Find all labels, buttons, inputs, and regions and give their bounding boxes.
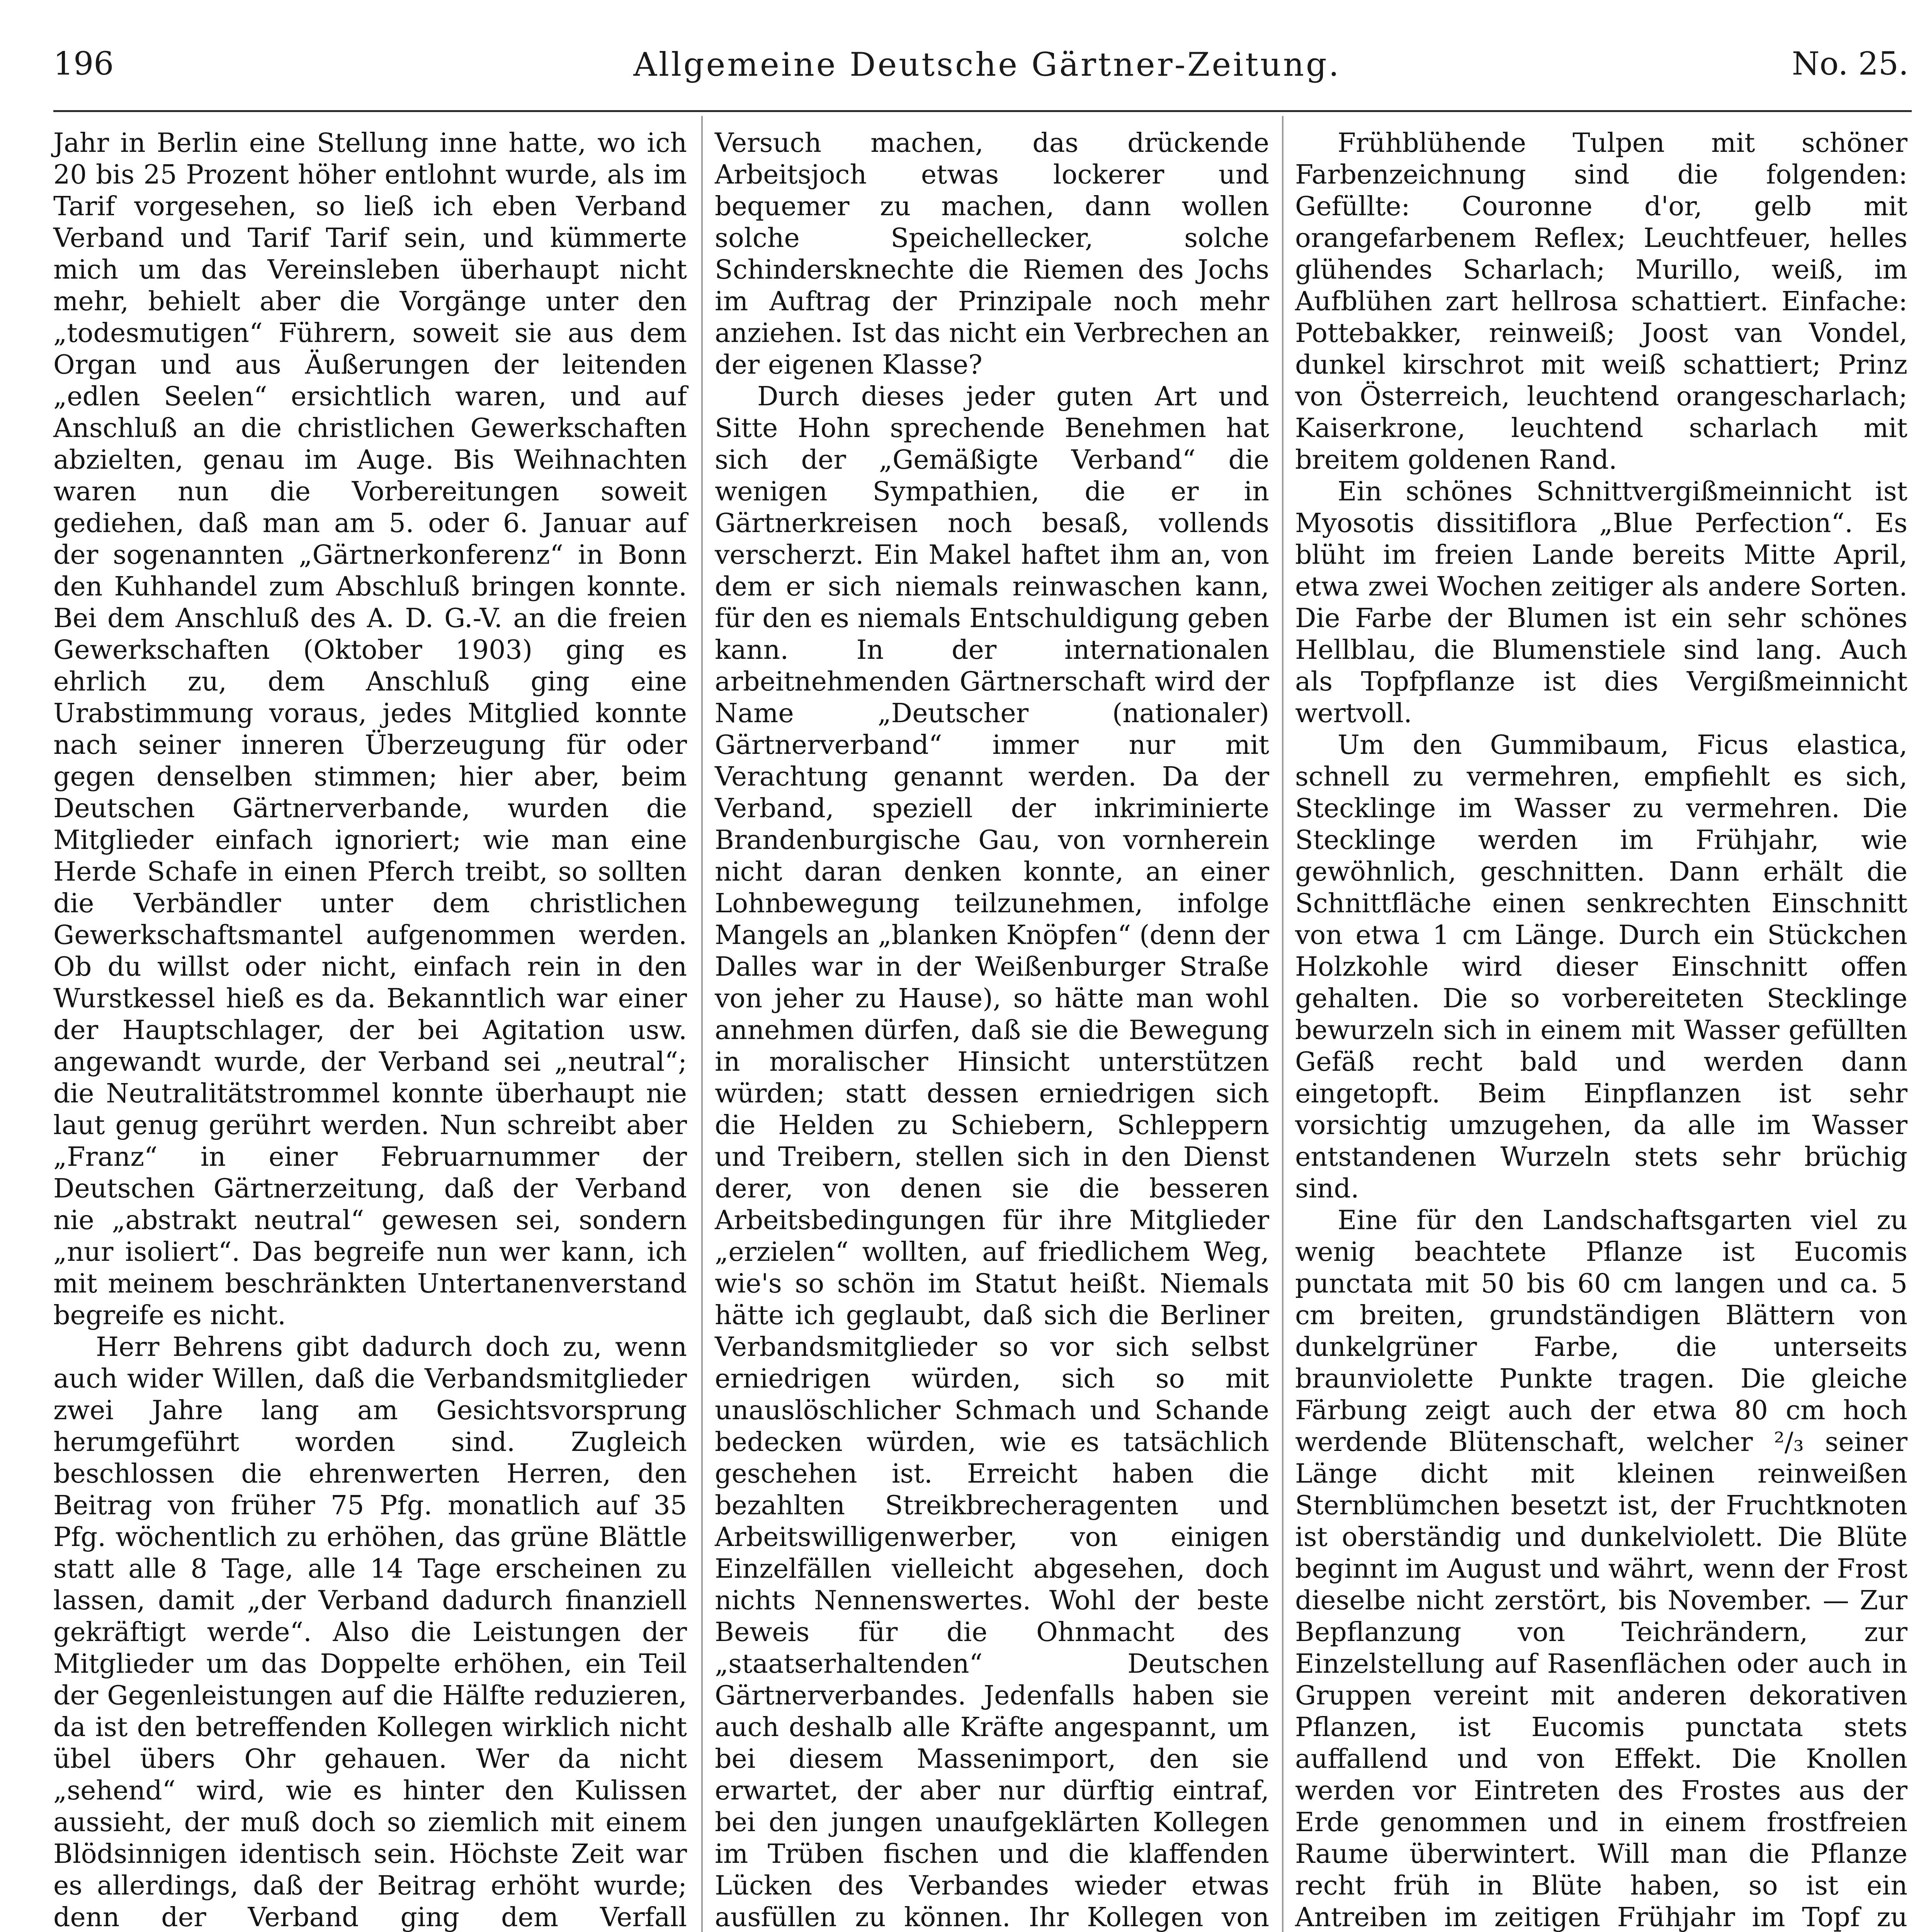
issue-number: No. 25.	[1792, 46, 1909, 82]
journal-title: Allgemeine Deutsche Gärtner-Zeitung.	[633, 46, 1341, 83]
article-paragraph: Frühblühende Tulpen mit schöner Farbenzeichnung sind die folgenden: Gefüllte: Couronne d'or, gelb mit orangefarbenem Reflex; Leuchtfeuer, helles glühendes Scharlach; Murillo, weiß, im Aufblühen zart hellrosa schattiert. Einfache: Pottebakker, reinweiß; Joost van Vondel, dunkel kirschrot mit weiß schattiert; Prinz von Österreich, leuchtend orangescharlach; Kaiserkrone, leuchtend scharlach mit breitem goldenen Rand.	[1295, 128, 1907, 475]
column-left	[53, 128, 687, 1932]
article-paragraph: Versuch machen, das drückende Arbeitsjoch etwas lockerer und bequemer zu machen, dann wollen solche Speichellecker, solche Schindersknechte die Riemen des Jochs im Auftrag der Prinzipale noch mehr anziehen. Ist das nicht ein Verbrechen an der eigenen Klasse?	[715, 128, 1269, 380]
header-rule	[53, 110, 1912, 112]
column-middle	[715, 128, 1269, 1932]
column-divider	[1282, 116, 1283, 1932]
article-paragraph: Um den Gummibaum, Ficus elastica, schnell zu vermehren, empfiehlt es sich, Stecklinge im Wasser zu vermehren. Die Stecklinge werden im Frühjahr, wie gewöhnlich, geschnitten. Dann erhält die Schnittfläche einen senkrechten Einschnitt von etwa 1 cm Länge. Durch ein Stückchen Holzkohle wird dieser Einschnitt offen gehalten. Die so vorbereiteten Stecklinge bewurzeln sich in einem mit Wasser gefüllten Gefäß recht bald und werden dann eingetopft. Beim Einpflanzen ist sehr vorsichtig umzugehen, da alle im Wasser entstandenen Wurzeln stets sehr brüchig sind.	[1295, 730, 1907, 1204]
article-paragraph: Ein schönes Schnittvergißmeinnicht ist Myosotis dissitiflora „Blue Perfection“. Es blüht im freien Lande bereits Mitte April, etwa zwei Wochen zeitiger als andere Sorten. Die Farbe der Blumen ist ein sehr schönes Hellblau, die Blumenstiele sind lang. Auch als Topfpflanze ist dies Vergißmeinnicht wertvoll.	[1295, 476, 1907, 729]
article-paragraph: Jahr in Berlin eine Stellung inne hatte, wo ich 20 bis 25 Prozent höher entlohnt wurde, als im Tarif vorgesehen, so ließ ich eben Verband Verband und Tarif Tarif sein, und kümmerte mich um das Vereinsleben überhaupt nicht mehr, behielt aber die Vorgänge unter den „todesmutigen“ Führern, soweit sie aus dem Organ und aus Äußerungen der leitenden „edlen Seelen“ ersichtlich waren, und auf Anschluß an die christlichen Gewerkschaften abzielten, genau im Auge. Bis Weihnachten waren nun die Vorbereitungen soweit gediehen, daß man am 5. oder 6. Januar auf der sogenannten „Gärtnerkonferenz“ in Bonn den Kuhhandel zum Abschluß bringen konnte. Bei dem Anschluß des A. D. G.-V. an die freien Gewerkschaften (Oktober 1903) ging es ehrlich zu, dem Anschluß ging eine Urabstimmung voraus, jedes Mitglied konnte nach seiner inneren Überzeugung für oder gegen denselben stimmen; hier aber, beim Deutschen Gärtnerverbande, wurden die Mitglieder einfach ignoriert; wie man eine Herde Schafe in einen Pferch treibt, so sollten die Verbändler unter dem christlichen Gewerkschaftsmantel aufgenommen werden. Ob du willst oder nicht, einfach rein in den Wurstkessel hieß es da. Bekanntlich war einer der Hauptschlager, der bei Agitation usw. angewandt wurde, der Verband sei „neutral“; die Neutralitätstrommel konnte überhaupt nie laut genug gerührt werden. Nun schreibt aber „Franz“ in einer Februarnummer der Deutschen Gärtnerzeitung, daß der Verband nie „abstrakt neutral“ gewesen sei, sondern „nur isoliert“. Das begreife nun wer kann, ich mit meinem beschränkten Untertanenverstand begreife es nicht.	[53, 128, 687, 1331]
article-paragraph: Durch dieses jeder guten Art und Sitte Hohn sprechende Benehmen hat sich der „Gemäßigte Verband“ die wenigen Sympathien, die er in Gärtnerkreisen noch besaß, vollends verscherzt. Ein Makel haftet ihm an, von dem er sich niemals reinwaschen kann, für den es niemals Entschuldigung geben kann. In der internationalen arbeitnehmenden Gärtnerschaft wird der Name „Deutscher (nationaler) Gärtnerverband“ immer nur mit Verachtung genannt werden. Da der Verband, speziell der inkriminierte Brandenburgische Gau, von vornherein nicht daran denken konnte, an einer Lohnbewegung teilzunehmen, infolge Mangels an „blanken Knöpfen“ (denn der Dalles war in der Weißenburger Straße von jeher zu Hause), so hätte man wohl annehmen dürfen, daß sie die Bewegung in moralischer Hinsicht unterstützen würden; statt dessen erniedrigen sich die Helden zu Schiebern, Schleppern und Treibern, stellen sich in den Dienst derer, von denen sie die besseren Arbeitsbedingungen für ihre Mitglieder „erzielen“ wollten, auf friedlichem Weg, wie's so schön im Statut heißt. Niemals hätte ich geglaubt, daß sich die Berliner Verbandsmitglieder so vor sich selbst erniedrigen würden, sich so mit unauslöschlicher Schmach und Schande bedecken würden, wie es tatsächlich geschehen ist. Erreicht haben die bezahlten Streikbrecheragenten und Arbeitswilligenwerber, von einigen Einzelfällen vielleicht abgesehen, doch nichts Nennenswertes. Wohl der beste Beweis für die Ohnmacht des „staatserhaltenden“ Deutschen Gärtnerverbandes. Jedenfalls haben sie auch deshalb alle Kräfte angespannt, um bei diesem Massenimport, den sie erwartet, der aber nur dürftig eintraf, bei den jungen unaufgeklärten Kollegen im Trüben fischen und die klaffenden Lücken des Verbandes wieder etwas ausfüllen zu können. Ihr Kollegen von	[715, 381, 1269, 1932]
article-paragraph: Eine für den Landschaftsgarten viel zu wenig beachtete Pflanze ist Eucomis punctata mit 50 bis 60 cm langen und ca. 5 cm breiten, grundständigen Blättern von dunkelgrüner Farbe, die unterseits braunviolette Punkte tragen. Die gleiche Färbung zeigt auch der etwa 80 cm hoch werdende Blütenschaft, welcher ²/₃ seiner Länge dicht mit kleinen reinweißen Sternblümchen besetzt ist, der Fruchtknoten ist oberständig und dunkelviolett. Die Blüte beginnt im August und währt, wenn der Frost dieselbe nicht zerstört, bis November. — Zur Bepflanzung von Teichrändern, zur Einzelstellung auf Rasenflächen oder auch in Gruppen vereint mit anderen dekorativen Pflanzen, ist Eucomis punctata stets auffallend und von Effekt. Die Knollen werden vor Eintreten des Frostes aus der Erde genommen und in einem frostfreien Raume überwintert. Will man die Pflanze recht früh in Blüte haben, so ist ein Antreiben im zeitigen Frühjahr im Topf zu	[1295, 1205, 1907, 1932]
column-right	[1295, 128, 1907, 1932]
column-divider	[701, 116, 703, 1932]
article-paragraph: Herr Behrens gibt dadurch doch zu, wenn auch wider Willen, daß die Verbandsmitglieder zwei Jahre lang am Gesichtsvorsprung herumgeführt worden sind. Zugleich beschlossen die ehrenwerten Herren, den Beitrag von früher 75 Pfg. monatlich auf 35 Pfg. wöchentlich zu erhöhen, das grüne Blättle statt alle 8 Tage, alle 14 Tage erscheinen zu lassen, damit „der Verband dadurch finanziell gekräftigt werde“. Also die Leistungen der Mitglieder um das Doppelte erhöhen, ein Teil der Gegenleistungen auf die Hälfte reduzieren, da ist den betreffenden Kollegen wirklich nicht übel übers Ohr gehauen. Wer da nicht „sehend“ wird, wie es hinter den Kulissen aussieht, der muß doch so ziemlich mit einem Blödsinnigen identisch sein. Höchste Zeit war es allerdings, daß der Beitrag erhöht wurde; denn der Verband ging dem Verfall	[53, 1332, 687, 1932]
page-number: 196	[53, 46, 114, 82]
